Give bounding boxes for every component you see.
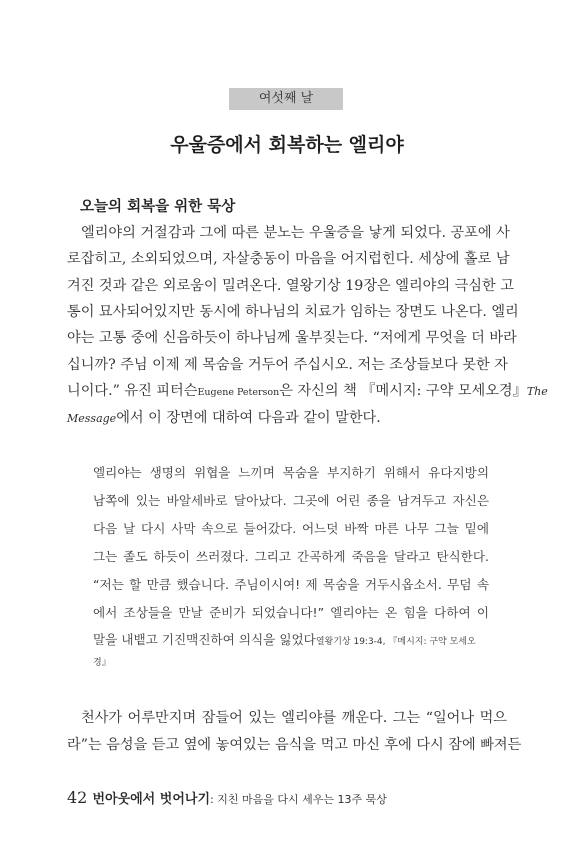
quote-line [93,629,489,648]
author-name-en: Eugene Peterson [197,387,280,398]
section-heading: 오늘의 회복을 위한 묵상 [80,199,236,215]
text-run: 말을 내뱉고 기진맥진하여 의식을 잃었다 [93,632,316,647]
text-run: 니이다.” 유진 피터슨 [67,383,198,399]
text-line: 천사가 어루만지며 잠들어 있는 엘리야를 깨운다. 그는 “일어나 먹으 [81,710,507,726]
citation: 열왕기상 19:3-4, 『메시지: 구약 모세오 [315,637,476,647]
text-run: 은 자신의 책 『메시지: 구약 모세오경』 [279,383,527,399]
text-line: 엘리야의 거절감과 그에 따른 분노는 우울증을 낳게 되었다. 공포에 사 [81,225,510,241]
text-run: 에서 이 장면에 대하여 다음과 같이 말한다. [116,410,381,426]
quote-line: 그는 졸도 하듯이 쓰러졌다. 그리고 간곡하게 죽음을 달라고 탄식한다. [93,549,489,564]
book-title-en: The [526,385,548,398]
book-title-en: Message [67,412,117,425]
quote-line: 다음 날 다시 사막 속으로 들어갔다. 어느덧 바짝 마른 나무 그늘 밑에 [93,521,489,536]
text-line [67,407,507,427]
text-line: 야는 고통 중에 신음하듯이 하나님께 울부짖는다. “저에게 무엇을 더 바라 [67,330,517,346]
text-line: 통이 묘사되어있지만 동시에 하나님의 치료가 임하는 장면도 나온다. 엘리 [67,304,519,320]
quote-line: 에서 조상들을 만날 준비가 되었습니다!” 엘리야는 온 힘을 다하여 이 [93,605,489,620]
quote-line: “저는 할 만큼 했습니다. 주님이시여! 제 목숨을 거두시옵소서. 무덤 속 [93,577,489,592]
text-line: 겨진 것과 같은 외로움이 밀려온다. 열왕기상 19장은 엘리야의 극심한 고 [67,278,514,294]
text-line: 십니까? 주님 이제 제 목숨을 거두어 주십시오. 저는 조상들보다 못한 자 [67,357,508,373]
page-footer [67,788,387,807]
day-badge: 여섯째 날 [229,88,343,110]
text-line: 로잡히고, 소외되었으며, 자살충동이 마음을 어지럽힌다. 세상에 홀로 남 [67,251,510,267]
quote-line: 엘리야는 생명의 위협을 느끼며 목숨을 부지하기 위해서 유다지방의 [93,465,489,480]
page-number: 42 [67,788,88,807]
citation: 경』 [93,658,111,668]
chapter-title: 우울증에서 회복하는 엘리야 [170,134,404,156]
text-line: 라”는 음성을 듣고 옆에 놓여있는 음식을 먹고 마신 후에 다시 잠에 빠져든 [67,737,522,753]
book-subtitle: : 지친 마음을 다시 세우는 13주 묵상 [210,793,387,806]
text-line [67,380,548,400]
book-title: 번아웃에서 벗어나기 [92,792,211,807]
quote-line: 남쪽에 있는 바알세바로 달아났다. 그곳에 어린 종을 남겨두고 자신은 [93,493,489,508]
